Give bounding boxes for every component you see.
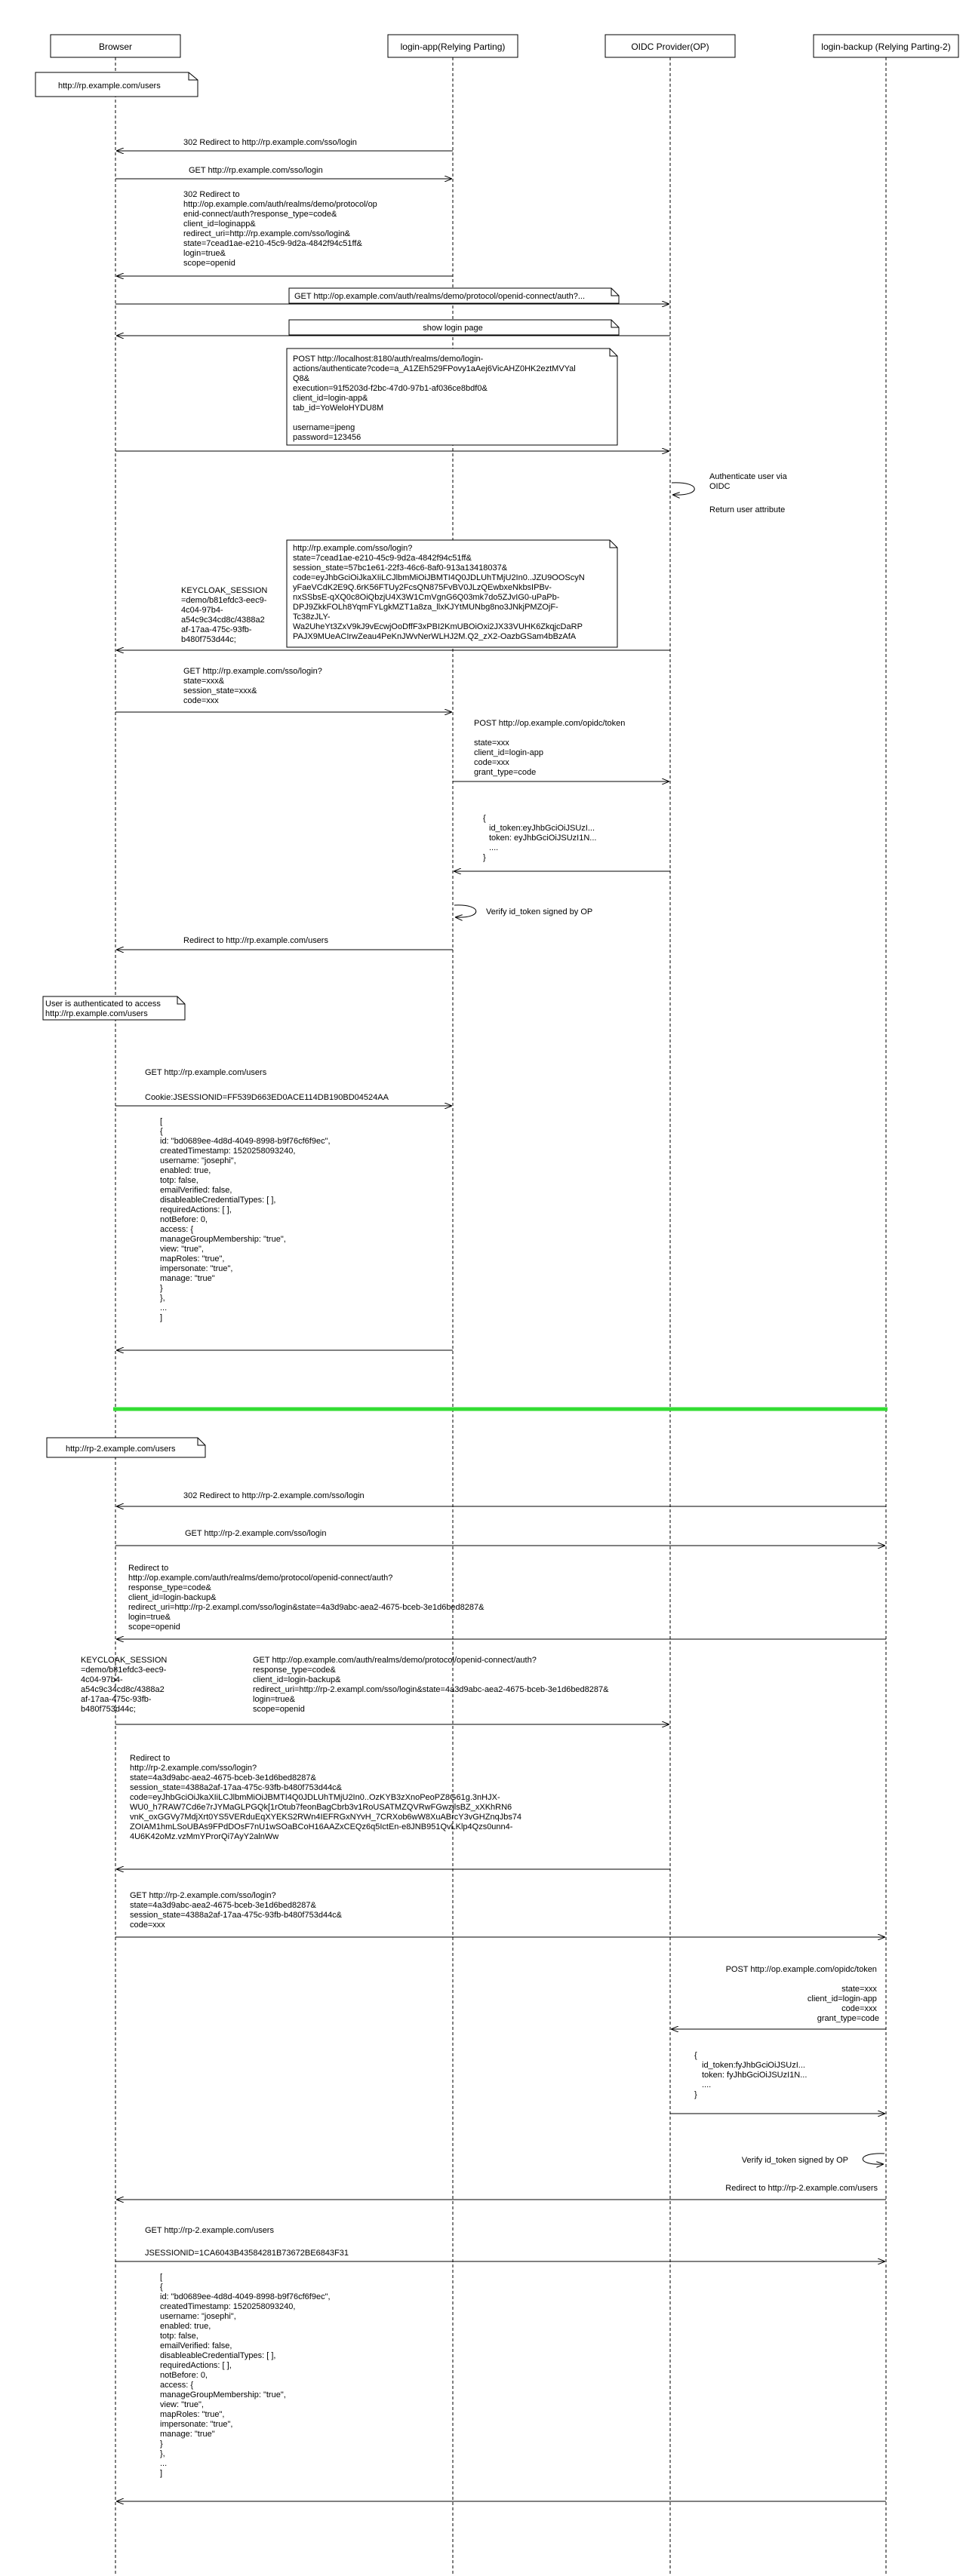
- message-post-token-backup: [672, 1965, 886, 2029]
- message-get-sso-login: [115, 166, 451, 179]
- message-redirect-rp2-callback-text: Redirect to http://rp-2.example.com/sso/login? state=4a3d9abc-aea2-4675-bceb-3e1d6bed8287& session_state=4388a2af-17aa-475c-93fb-b480f753d44c& code=eyJhbGciOiJkaXIiLCJlbmMiOiJBMTI4Q0JDLUhTMjU2In0..OzKYB3zXnoPeoPZ8G61g.3nHJX- WU0_h7RAW7Cd6e7rJYMaGLPGQk[1rOtub7feonBagCbrb3v1RoUSATMZQVRwFGwzjlsBZ_xXKhRN6 vnK_oxGGVy7MdjXrt0YS5VERduEqXYEKS2RWn4IEFRGxNYvH_7CRXob6wW8XuABrcY3vGHZnqJbs74 ZOIAM1hmLSoUBAs9FPdDOsF7nU1wSOaBCoH16AAZxCEQz6q5IctEn-e8JNB951QvLKlp4Qzs0unn4- 4U6K42oMz.vzMmYProrQi7AyY2alnWw: [130, 1754, 522, 1841]
- message-token-response: [454, 814, 670, 871]
- message-get-op-auth-backup: [115, 1656, 669, 1724]
- participant-rp2-label: login-backup (Relying Parting-2): [821, 41, 951, 52]
- note-rp-users-text: http://rp.example.com/users: [58, 81, 161, 91]
- note-show-login-page: [117, 320, 670, 336]
- note-keycloak-session-2-text: KEYCLOAK_SESSION =demo/b81efdc3-eec9- 4c04-97b4- a54c9c34cd8c/4388a2 af-17aa-475c-93fb- b480f753d44c;: [81, 1656, 168, 1714]
- message-get-users: [115, 1068, 451, 1106]
- note-show-login-page-text: show login page: [423, 324, 483, 333]
- note-rp2-users: [47, 1438, 205, 1457]
- note-post-authenticate: [115, 348, 669, 451]
- message-302-redirect-op: [117, 190, 453, 276]
- self-message-authenticate-user: [672, 472, 789, 514]
- message-token-response-backup-text: { id_token:fyJhbGciOiJSUzI... token: fyJhbGciOiJSUzI1N... .... }: [694, 2051, 808, 2099]
- message-redirect-rp2-callback: [117, 1754, 670, 1869]
- self-message-verify-token: [454, 905, 592, 917]
- message-users-response-text: [ { id: "bd0689ee-4d8d-4049-8998-b9f76cf6f9ec", createdTimestamp: 1520258093240, username: "josephi", enabled: true, totp: false, emailVerified: false, disableableCredentialTypes: [ ], requiredActions: [ ], notBefore: 0, access: { manageGroupMembership: "true", view: "true", mapRoles: "true", impersonate: "true", manage: "true" } }, ... ]: [160, 1117, 331, 1322]
- message-302-redirect-sso: [117, 138, 453, 151]
- self-message-verify-token-backup: [742, 2154, 884, 2165]
- message-redirect-users-text: Redirect to http://rp.example.com/users: [183, 936, 328, 945]
- message-post-token-backup-text: POST http://op.example.com/opidc/token state=xxx client_id=login-app code=xxx grant_type=code: [725, 1965, 879, 2023]
- participant-rp-label: login-app(Relying Parting): [400, 41, 506, 52]
- message-post-token-text: POST http://op.example.com/opidc/token state=xxx client_id=login-app code=xxx grant_type=code: [474, 719, 626, 777]
- message-get-rp2-sso-callback: [115, 1891, 884, 1937]
- message-get-rp2-sso-login: [115, 1529, 884, 1546]
- note-rp2-users-text: http://rp-2.example.com/users: [66, 1445, 176, 1454]
- message-get-op-auth-backup-text: GET http://op.example.com/auth/realms/demo/protocol/openid-connect/auth? response_type=code& client_id=login-backup& redirect_uri=http://rp-2.exampl.com/sso/login&state=4a3d9abc-aea2-4675-bceb-3e1d6bed8287& login=true& scope=openid: [253, 1656, 609, 1714]
- message-get-rp2-sso-login-text: GET http://rp-2.example.com/sso/login: [185, 1529, 327, 1538]
- note-keycloak-session-2: [81, 1656, 169, 1714]
- message-redirect-rp2-users-text: Redirect to http://rp-2.example.com/users: [725, 2184, 878, 2193]
- message-get-sso-login-text: GET http://rp.example.com/sso/login: [189, 166, 323, 175]
- message-302-redirect-rp2-sso-text: 302 Redirect to http://rp-2.example.com/sso/login: [183, 1491, 365, 1500]
- participant-rp: [388, 35, 518, 57]
- participant-op: [605, 35, 735, 57]
- note-get-op-auth-text: GET http://op.example.com/auth/realms/demo/protocol/openid-connect/auth?...: [294, 292, 586, 301]
- message-users-response: [117, 1117, 453, 1350]
- message-get-users-text: GET http://rp.example.com/users Cookie:JSESSIONID=FF539D663ED0ACE114DB190BD04524AA: [145, 1068, 389, 1102]
- message-get-rp2-users: [115, 2226, 884, 2261]
- note-keycloak-session-1-text: KEYCLOAK_SESSION =demo/b81efdc3-eec9- 4c04-97b4- a54c9c34cd8c/4388a2 af-17aa-475c-93fb- b480f753d44c;: [181, 586, 268, 644]
- note-get-op-auth: [115, 288, 669, 304]
- message-get-sso-callback: [115, 667, 451, 712]
- message-token-response-backup: [670, 2051, 884, 2114]
- message-token-response-text: { id_token:eyJhbGciOiJSUzI... token: eyJhbGciOiJSUzI1N... .... }: [483, 814, 597, 862]
- participant-rp2: [814, 35, 958, 57]
- note-rp-users: [35, 72, 198, 97]
- note-rp-sso-callback-text: http://rp.example.com/sso/login? state=7cead1ae-e210-45c9-9d2a-4842f94c51ff& session_state=57bc1e61-22f3-46c6-8af0-913a13418037& code=eyJhbGciOiJkaXIiLCJlbmMiOiJBMTI4Q0JDLUhTMjU2In0..JZU9OOScyN yFaeVCdK2E9Q.6rK56FTUy2FcsQN875FvBV0JLzQEwbxeNkbsIPBv- nxSSbsE-qXQ0c8OiQbzjU4X3W1CmVgnG6Q03mk7do5ZJvIG0-uPaPb- DPJ9ZkkFOLh8YqmFYLgkMZT1a8za_llxKJYtMUNbg8no3JNkjPMZOjF- Tc38zJLY- Wa2UheYt3ZxV9kJ9vEcwjOoDffF3xPBI2KmUBOiOxi2JX33VUHK6ZkqjcDaRP PAJX9MUeACIrwZeau4PeKnJWvNerWLHJ2M.Q2_zX2-OazbGSam4bBzAfA: [293, 544, 585, 641]
- message-post-token: [453, 719, 669, 781]
- message-get-rp2-sso-callback-text: GET http://rp-2.example.com/sso/login? state=4a3d9abc-aea2-4675-bceb-3e1d6bed8287& session_state=4388a2af-17aa-475c-93fb-b480f753d44c& code=xxx: [130, 1891, 343, 1930]
- message-302-redirect-sso-text: 302 Redirect to http://rp.example.com/sso/login: [183, 138, 357, 147]
- message-redirect-users: [117, 936, 453, 950]
- participant-browser-label: Browser: [98, 41, 133, 52]
- note-post-authenticate-text: POST http://localhost:8180/auth/realms/demo/login- actions/authenticate?code=a_A1ZEh529FPovy1aAej6VicAHZ0HK2eztMVYal Q8& execution=91f5203d-f2bc-47d0-97b1-af036ce8bdf0& client_id=login-app& tab_id=YoWeloHYDU8M username=jpeng password=123456: [293, 355, 576, 442]
- note-keycloak-session-1: [181, 586, 269, 644]
- note-authenticate-user-text: Authenticate user via OIDC Return user attribute: [709, 472, 787, 514]
- message-redirect-op-backup: [117, 1564, 886, 1639]
- note-user-authenticated: [43, 996, 185, 1020]
- message-302-redirect-rp2-sso: [117, 1491, 886, 1506]
- message-rp2-users-response: [117, 2273, 886, 2501]
- message-get-sso-callback-text: GET http://rp.example.com/sso/login? state=xxx& session_state=xxx& code=xxx: [183, 667, 322, 705]
- message-get-rp2-users-text: GET http://rp-2.example.com/users JSESSIONID=1CA6043B43584281B73672BE6843F31: [145, 2226, 349, 2258]
- self-message-verify-token-text: Verify id_token signed by OP: [486, 907, 593, 916]
- message-redirect-rp2-users: [117, 2184, 886, 2200]
- note-user-authenticated-text: User is authenticated to access http://rp.example.com/users: [45, 999, 161, 1018]
- message-redirect-op-backup-text: Redirect to http://op.example.com/auth/realms/demo/protocol/openid-connect/auth? response_type=code& client_id=login-backup& redirect_uri=http://rp-2.exampl.com/sso/login&state=4a3d9abc-aea2-4675-bceb-3e1d6bed8287& login=true& scope=openid: [128, 1564, 485, 1632]
- message-rp2-users-response-text: [ { id: "bd0689ee-4d8d-4049-8998-b9f76cf6f9ec", createdTimestamp: 1520258093240, username: "josephi", enabled: true, totp: false, emailVerified: false, disableableCredentialTypes: [ ], requiredActions: [ ], notBefore: 0, access: { manageGroupMembership: "true", view: "true", mapRoles: "true", impersonate: "true", manage: "true" } }, ... ]: [160, 2273, 331, 2478]
- self-message-verify-token-backup-text: Verify id_token signed by OP: [741, 2156, 848, 2165]
- participant-op-label: OIDC Provider(OP): [631, 41, 709, 52]
- participant-browser: [51, 35, 180, 57]
- message-302-redirect-op-text: 302 Redirect to http://op.example.com/auth/realms/demo/protocol/op enid-connect/auth?response_type=code& client_id=loginapp& redirect_uri=http://rp.example.com/sso/login& state=7cead1ae-e210-45c9-9d2a-4842f94c51ff& login=true& scope=openid: [183, 190, 377, 268]
